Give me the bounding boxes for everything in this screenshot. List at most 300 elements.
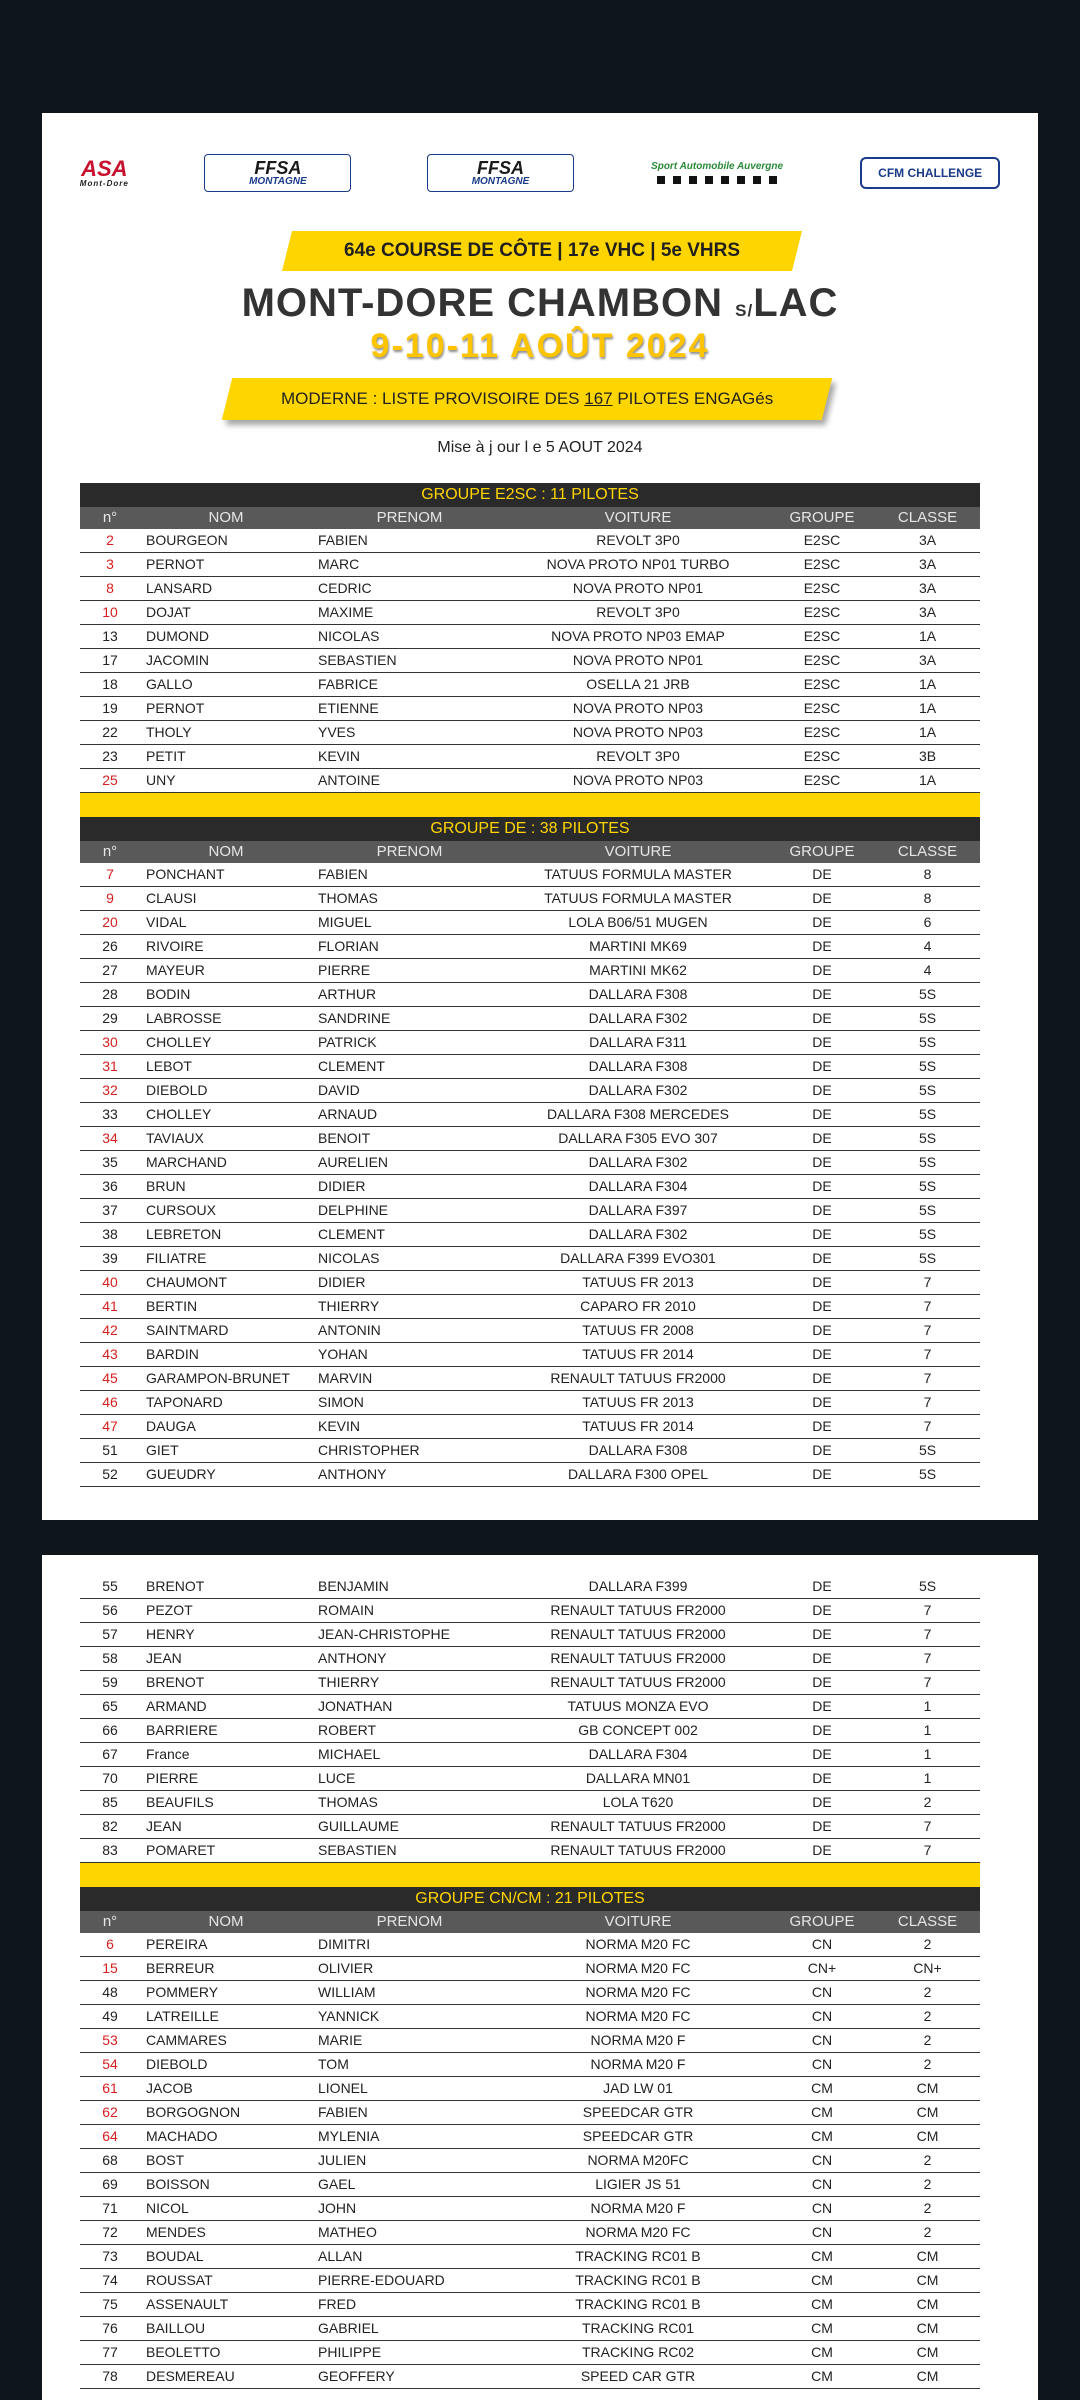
pilot-row xyxy=(80,2365,980,2389)
pilot-classe: 7 xyxy=(923,1394,932,1410)
column-header: CLASSE xyxy=(897,843,958,860)
pilot-voiture: RENAULT TATUUS FR2000 xyxy=(550,1626,726,1642)
pilot-nom: JEAN xyxy=(146,1818,182,1834)
pilot-number: 18 xyxy=(102,676,118,692)
pilot-classe: 1 xyxy=(923,1770,932,1786)
pilot-number: 36 xyxy=(102,1178,118,1194)
pilot-voiture: NOVA PROTO NP01 TURBO xyxy=(546,556,730,572)
pilot-number: 61 xyxy=(102,2080,118,2096)
pilot-row xyxy=(80,1415,980,1439)
pilot-nom: BOUDAL xyxy=(146,2248,204,2264)
pilot-nom: BRENOT xyxy=(146,1674,205,1690)
pilot-groupe: E2SC xyxy=(803,532,841,548)
pilot-nom: JACOMIN xyxy=(146,652,209,668)
group-separator xyxy=(80,793,980,817)
pilot-classe: 3A xyxy=(918,604,937,620)
pilot-prenom: AURELIEN xyxy=(318,1154,389,1170)
pilot-nom: BORGOGNON xyxy=(146,2104,241,2120)
pilot-number: 73 xyxy=(102,2248,118,2264)
pilot-prenom: PIERRE xyxy=(318,962,371,978)
pilot-groupe: E2SC xyxy=(803,724,841,740)
pilot-prenom: FABIEN xyxy=(318,866,368,882)
pilot-number: 32 xyxy=(102,1082,118,1098)
pilot-prenom: ALLAN xyxy=(318,2248,363,2264)
pilot-prenom: FRED xyxy=(318,2296,357,2312)
pilot-nom: JEAN xyxy=(146,1650,182,1666)
pilot-nom: BERREUR xyxy=(146,1960,215,1976)
pilot-classe: 3A xyxy=(918,652,937,668)
pilot-prenom: FABRICE xyxy=(318,676,378,692)
ffsa-logo-text: FFSA xyxy=(254,158,302,178)
pilot-number: 13 xyxy=(102,628,118,644)
sponsor-logos xyxy=(42,143,1038,203)
ffsa-logo-2-text: FFSA xyxy=(476,158,524,178)
pilot-number: 34 xyxy=(102,1130,118,1146)
pilot-row xyxy=(80,983,980,1007)
pilot-nom: BEOLETTO xyxy=(146,2344,221,2360)
pilot-number: 75 xyxy=(102,2296,118,2312)
pilot-nom: GUEUDRY xyxy=(146,1466,216,1482)
pilot-prenom: MARVIN xyxy=(318,1370,373,1386)
pilot-voiture: NOVA PROTO NP03 xyxy=(572,772,704,788)
pilot-nom: PERNOT xyxy=(146,700,205,716)
pilot-groupe: CM xyxy=(811,2368,833,2384)
pilot-prenom: THIERRY xyxy=(318,1298,380,1314)
pilot-row xyxy=(80,2029,980,2053)
pilot-classe: 7 xyxy=(923,1626,932,1642)
pilot-prenom: PATRICK xyxy=(318,1034,377,1050)
pilot-row xyxy=(80,1151,980,1175)
pilot-row xyxy=(80,2317,980,2341)
pilot-voiture: NOVA PROTO NP03 xyxy=(572,724,704,740)
pilot-row xyxy=(80,721,980,745)
pilot-voiture: TRACKING RC01 xyxy=(581,2320,695,2336)
pilot-groupe: DE xyxy=(812,1058,832,1074)
pilot-row xyxy=(80,2245,980,2269)
pilot-nom: DESMEREAU xyxy=(146,2368,235,2384)
pilot-prenom: THOMAS xyxy=(318,890,378,906)
pilot-row xyxy=(80,601,980,625)
pilot-row xyxy=(80,1295,980,1319)
pilot-prenom: FLORIAN xyxy=(318,938,379,954)
pilot-voiture: OSELLA 21 JRB xyxy=(586,676,690,692)
pilot-voiture: TATUUS FR 2013 xyxy=(582,1394,694,1410)
update-date: Mise à j our l e 5 AOUT 2024 xyxy=(437,439,643,456)
pilot-number: 8 xyxy=(106,580,114,596)
pilot-row xyxy=(80,2149,980,2173)
pilot-classe: 2 xyxy=(923,2008,932,2024)
column-header-row xyxy=(80,841,980,863)
pilot-prenom: DELPHINE xyxy=(318,1202,389,1218)
pilot-voiture: NORMA M20 F xyxy=(590,2056,686,2072)
pilot-classe: 7 xyxy=(923,1274,932,1290)
pilot-groupe: CN xyxy=(811,2152,833,2168)
pilot-voiture: TRACKING RC01 B xyxy=(575,2248,701,2264)
pilot-classe: 3A xyxy=(918,556,937,572)
pilot-prenom: DIDIER xyxy=(318,1178,366,1194)
group-title: GROUPE DE : 38 PILOTES xyxy=(80,817,980,841)
pilot-nom: VIDAL xyxy=(146,914,187,930)
pilot-classe: 1 xyxy=(923,1746,932,1762)
pilot-prenom: KEVIN xyxy=(318,748,361,764)
pilot-prenom: PHILIPPE xyxy=(318,2344,382,2360)
pilot-nom: CURSOUX xyxy=(146,1202,217,1218)
pilot-nom: LEBOT xyxy=(146,1058,192,1074)
pilot-groupe: DE xyxy=(812,1602,832,1618)
pilot-groupe: CM xyxy=(811,2248,833,2264)
pilot-prenom: ANTHONY xyxy=(318,1466,387,1482)
document-page-1 xyxy=(42,113,1038,1520)
pilot-row xyxy=(80,697,980,721)
pilot-prenom: NICOLAS xyxy=(318,628,380,644)
pilot-groupe: CM xyxy=(811,2128,833,2144)
pilot-groupe: DE xyxy=(812,938,832,954)
pilot-prenom: THIERRY xyxy=(318,1674,380,1690)
event-title xyxy=(42,281,1038,326)
pilot-prenom: MIGUEL xyxy=(318,914,372,930)
pilot-classe: CM xyxy=(916,2080,939,2096)
pilot-nom: ROUSSAT xyxy=(146,2272,213,2288)
pilot-row xyxy=(80,1127,980,1151)
asa-logo-sub: Mont-Dore xyxy=(79,179,129,188)
pilot-classe: CM xyxy=(916,2272,939,2288)
column-header: GROUPE xyxy=(789,509,855,526)
pilot-voiture: REVOLT 3P0 xyxy=(596,532,680,548)
pilot-prenom: CEDRIC xyxy=(318,580,372,596)
column-header-row xyxy=(80,507,980,529)
pilot-nom: THOLY xyxy=(146,724,192,740)
pilot-prenom: ROBERT xyxy=(318,1722,377,1738)
pilot-prenom: JULIEN xyxy=(318,2152,367,2168)
pilot-row xyxy=(80,1175,980,1199)
pilot-voiture: NORMA M20 FC xyxy=(585,1960,691,1976)
pilot-voiture: REVOLT 3P0 xyxy=(596,604,680,620)
pilot-voiture: CAPARO FR 2010 xyxy=(580,1298,696,1314)
pilot-row xyxy=(80,2221,980,2245)
pilot-number: 23 xyxy=(102,748,118,764)
pilot-row xyxy=(80,1271,980,1295)
pilot-number: 28 xyxy=(102,986,118,1002)
pilot-number: 40 xyxy=(102,1274,118,1290)
pilot-prenom: ANTHONY xyxy=(318,1650,387,1666)
pilot-groupe: CN xyxy=(811,2032,833,2048)
pilot-classe: CM xyxy=(916,2344,939,2360)
pilot-voiture: DALLARA F399 EVO301 xyxy=(560,1250,716,1266)
pilot-number: 30 xyxy=(102,1034,118,1050)
pilot-nom: France xyxy=(146,1746,190,1762)
pilot-groupe: DE xyxy=(812,890,832,906)
pilot-voiture: DALLARA F397 xyxy=(588,1202,688,1218)
pilot-groupe: E2SC xyxy=(803,652,841,668)
pilot-prenom: DIDIER xyxy=(318,1274,366,1290)
pilot-number: 26 xyxy=(102,938,118,954)
pilot-classe: CM xyxy=(916,2248,939,2264)
pilot-voiture: MARTINI MK62 xyxy=(589,962,687,978)
pilot-nom: MAYEUR xyxy=(146,962,205,978)
column-header: PRENOM xyxy=(376,509,443,526)
pilot-nom: PEZOT xyxy=(146,1602,193,1618)
subtitle-prefix: MODERNE : LISTE PROVISOIRE DES xyxy=(280,389,585,408)
pilot-prenom: SEBASTIEN xyxy=(318,1842,397,1858)
pilot-number: 6 xyxy=(106,1936,114,1952)
pilot-classe: 1A xyxy=(918,724,937,740)
column-header: PRENOM xyxy=(376,1913,443,1930)
pilot-nom: UNY xyxy=(146,772,176,788)
pilot-number: 31 xyxy=(102,1058,118,1074)
pilot-groupe: CN xyxy=(811,1936,833,1952)
pilot-row xyxy=(80,1743,980,1767)
pilot-voiture: TATUUS MONZA EVO xyxy=(567,1698,709,1714)
pilot-row xyxy=(80,1815,980,1839)
pilot-prenom: MARC xyxy=(318,556,360,572)
pilot-number: 46 xyxy=(102,1394,118,1410)
ffsa-logo-2 xyxy=(427,154,574,192)
pilot-prenom: BENJAMIN xyxy=(318,1578,389,1594)
pilot-voiture: SPEEDCAR GTR xyxy=(582,2104,694,2120)
pilot-groupe: DE xyxy=(812,866,832,882)
pilot-row xyxy=(80,1695,980,1719)
pilot-nom: PERNOT xyxy=(146,556,205,572)
pilot-classe: 2 xyxy=(923,2032,932,2048)
pilot-row xyxy=(80,2101,980,2125)
pilot-voiture: DALLARA MN01 xyxy=(585,1770,691,1786)
pilot-number: 22 xyxy=(102,724,118,740)
pilot-nom: GARAMPON-BRUNET xyxy=(146,1370,290,1386)
pilot-classe: 2 xyxy=(923,1936,932,1952)
pilot-classe: 5S xyxy=(918,1010,937,1026)
pilot-voiture: REVOLT 3P0 xyxy=(596,748,680,764)
column-header: n° xyxy=(102,509,118,526)
pilot-prenom: BENOIT xyxy=(318,1130,371,1146)
pilot-groupe: CN+ xyxy=(807,1960,837,1976)
pilot-nom: BAILLOU xyxy=(146,2320,206,2336)
sport-auvergne-logo xyxy=(650,155,785,191)
pilot-voiture: NORMA M20 F xyxy=(590,2032,686,2048)
pilot-classe: 2 xyxy=(923,2056,932,2072)
pilot-number: 57 xyxy=(102,1626,118,1642)
pilot-classe: CM xyxy=(916,2104,939,2120)
pilot-voiture: TATUUS FR 2013 xyxy=(582,1274,694,1290)
pilot-nom: LABROSSE xyxy=(146,1010,222,1026)
pilot-voiture: DALLARA F308 MERCEDES xyxy=(546,1106,730,1122)
pilot-nom: DIEBOLD xyxy=(146,2056,208,2072)
pilot-classe: 1 xyxy=(923,1698,932,1714)
pilot-prenom: WILLIAM xyxy=(318,1984,376,2000)
pilot-row xyxy=(80,1391,980,1415)
pilot-prenom: YVES xyxy=(318,724,356,740)
pilot-classe: 7 xyxy=(923,1842,932,1858)
pilot-voiture: DALLARA F311 xyxy=(589,1034,687,1050)
pilot-row xyxy=(80,1367,980,1391)
pilot-row xyxy=(80,1031,980,1055)
pilot-row xyxy=(80,1671,980,1695)
pilot-number: 25 xyxy=(102,772,118,788)
pilot-row xyxy=(80,1319,980,1343)
pilot-prenom: TOM xyxy=(318,2056,349,2072)
column-header: VOITURE xyxy=(604,1913,672,1930)
pilot-classe: 5S xyxy=(918,1082,937,1098)
pilot-nom: ARMAND xyxy=(146,1698,207,1714)
pilot-prenom: LUCE xyxy=(318,1770,356,1786)
pilot-number: 76 xyxy=(102,2320,118,2336)
pilot-classe: 1A xyxy=(918,700,937,716)
pilot-voiture: DALLARA F302 xyxy=(588,1082,688,1098)
pilot-groupe: CM xyxy=(811,2272,833,2288)
column-header: n° xyxy=(102,1913,118,1930)
pilot-number: 51 xyxy=(102,1442,118,1458)
pilot-voiture: TRACKING RC01 B xyxy=(575,2272,701,2288)
pilot-classe: 5S xyxy=(918,1106,937,1122)
pilot-row xyxy=(80,2173,980,2197)
column-header: VOITURE xyxy=(604,509,672,526)
event-banner xyxy=(282,231,802,271)
pilot-prenom: SIMON xyxy=(318,1394,364,1410)
pilot-prenom: FABIEN xyxy=(318,532,368,548)
pilot-classe: 5S xyxy=(918,1130,937,1146)
pilot-groupe: DE xyxy=(812,1418,832,1434)
pilot-voiture: DALLARA F399 xyxy=(588,1578,688,1594)
pilot-row xyxy=(80,1981,980,2005)
pilot-nom: FILIATRE xyxy=(146,1250,207,1266)
pilot-prenom: SANDRINE xyxy=(318,1010,391,1026)
ffsa-logo xyxy=(204,154,351,192)
column-header: CLASSE xyxy=(897,509,958,526)
pilot-nom: GIET xyxy=(146,1442,179,1458)
list-subtitle xyxy=(281,389,773,409)
pilot-groupe: CM xyxy=(811,2344,833,2360)
pilot-number: 83 xyxy=(102,1842,118,1858)
pilot-groupe: DE xyxy=(812,1010,832,1026)
pilot-prenom: MYLENIA xyxy=(318,2128,380,2144)
pilot-row xyxy=(80,935,980,959)
ffsa-logo-sub: MONTAGNE xyxy=(249,176,307,187)
pilot-number: 59 xyxy=(102,1674,118,1690)
pilot-voiture: NORMA M20 FC xyxy=(585,1984,691,2000)
pilot-voiture: SPEEDCAR GTR xyxy=(582,2128,694,2144)
pilot-groupe: DE xyxy=(812,1842,832,1858)
pilot-voiture: TRACKING RC01 B xyxy=(575,2296,701,2312)
pilot-classe: 1 xyxy=(923,1722,932,1738)
pilot-prenom: ARNAUD xyxy=(318,1106,378,1122)
pilot-row xyxy=(80,911,980,935)
pilot-nom: MENDES xyxy=(146,2224,206,2240)
pilot-groupe: E2SC xyxy=(803,772,841,788)
pilot-groupe: DE xyxy=(812,1226,832,1242)
pilot-prenom: YOHAN xyxy=(318,1346,368,1362)
column-header: NOM xyxy=(208,843,244,860)
pilot-groupe: E2SC xyxy=(803,748,841,764)
pilot-number: 7 xyxy=(106,866,114,882)
pilot-row xyxy=(80,1957,980,1981)
pilot-nom: TAVIAUX xyxy=(146,1130,204,1146)
pilot-number: 52 xyxy=(102,1466,118,1482)
pilot-groupe: CN xyxy=(811,2176,833,2192)
title-part-2: LAC xyxy=(753,281,839,325)
pilot-prenom: ANTOINE xyxy=(318,772,380,788)
pilot-nom: DIEBOLD xyxy=(146,1082,208,1098)
column-header: VOITURE xyxy=(604,843,672,860)
pilot-nom: PEREIRA xyxy=(146,1936,208,1952)
pilot-voiture: DALLARA F304 xyxy=(588,1746,688,1762)
pilot-nom: CHOLLEY xyxy=(146,1106,212,1122)
pilot-row xyxy=(80,2197,980,2221)
pilot-classe: 6 xyxy=(923,914,932,930)
pilot-nom: PONCHANT xyxy=(146,866,225,882)
pilot-row xyxy=(80,1767,980,1791)
pilot-row xyxy=(80,1791,980,1815)
pilot-classe: 7 xyxy=(923,1418,932,1434)
pilot-groupe: DE xyxy=(812,1298,832,1314)
pilot-classe: 3A xyxy=(918,532,937,548)
pilot-voiture: NORMA M20 FC xyxy=(585,2224,691,2240)
pilot-groupe: DE xyxy=(812,1794,832,1810)
pilot-prenom: MARIE xyxy=(318,2032,363,2048)
pilot-voiture: DALLARA F308 xyxy=(588,1442,688,1458)
pilot-row xyxy=(80,1623,980,1647)
pilot-prenom: ETIENNE xyxy=(318,700,379,716)
pilot-groupe: CN xyxy=(811,2224,833,2240)
title-small: S/ xyxy=(735,301,754,320)
pilot-number: 71 xyxy=(102,2200,118,2216)
pilot-classe: CM xyxy=(916,2320,939,2336)
column-header-row xyxy=(80,1911,980,1933)
pilot-row xyxy=(80,625,980,649)
pilot-classe: 5S xyxy=(918,1466,937,1482)
pilot-row xyxy=(80,1463,980,1487)
pilot-prenom: GAEL xyxy=(318,2176,356,2192)
pilot-voiture: DALLARA F305 EVO 307 xyxy=(558,1130,718,1146)
pilot-row xyxy=(80,1647,980,1671)
pilot-voiture: RENAULT TATUUS FR2000 xyxy=(550,1602,726,1618)
pilot-number: 37 xyxy=(102,1202,118,1218)
pilot-classe: 2 xyxy=(923,1794,932,1810)
pilot-prenom: CLEMENT xyxy=(318,1226,385,1242)
pilot-groupe: DE xyxy=(812,1770,832,1786)
pilot-row xyxy=(80,1103,980,1127)
pilot-nom: SAINTMARD xyxy=(146,1322,229,1338)
pilot-groupe: CM xyxy=(811,2104,833,2120)
pilot-classe: 7 xyxy=(923,1298,932,1314)
pilot-row xyxy=(80,1343,980,1367)
pilot-number: 56 xyxy=(102,1602,118,1618)
pilot-voiture: DALLARA F308 xyxy=(588,986,688,1002)
pilot-nom: CLAUSI xyxy=(146,890,197,906)
pilot-prenom: GEOFFERY xyxy=(318,2368,395,2384)
pilot-prenom: MAXIME xyxy=(318,604,374,620)
group-title: GROUPE E2SC : 11 PILOTES xyxy=(80,483,980,507)
pilot-classe: 2 xyxy=(923,2176,932,2192)
pilot-classe: 5S xyxy=(918,1058,937,1074)
pilot-groupe: CN xyxy=(811,1984,833,2000)
pilot-classe: 8 xyxy=(923,866,932,882)
pilot-classe: 2 xyxy=(923,1984,932,2000)
pilot-voiture: LOLA T620 xyxy=(602,1794,674,1810)
pilot-voiture: NOVA PROTO NP01 xyxy=(572,580,704,596)
title-part-1: MONT-DORE CHAMBON xyxy=(241,281,723,325)
pilot-groupe: E2SC xyxy=(803,604,841,620)
pilot-groupe: DE xyxy=(812,1626,832,1642)
pilot-number: 85 xyxy=(102,1794,118,1810)
pilot-classe: CM xyxy=(916,2128,939,2144)
pilot-number: 29 xyxy=(102,1010,118,1026)
pilot-number: 72 xyxy=(102,2224,118,2240)
pilot-row xyxy=(80,2077,980,2101)
pilot-groupe: DE xyxy=(812,1394,832,1410)
checkered-flag-icon xyxy=(657,176,777,184)
pilot-groupe: DE xyxy=(812,962,832,978)
pilot-voiture: NOVA PROTO NP01 xyxy=(572,652,704,668)
pilot-groupe: DE xyxy=(812,1818,832,1834)
